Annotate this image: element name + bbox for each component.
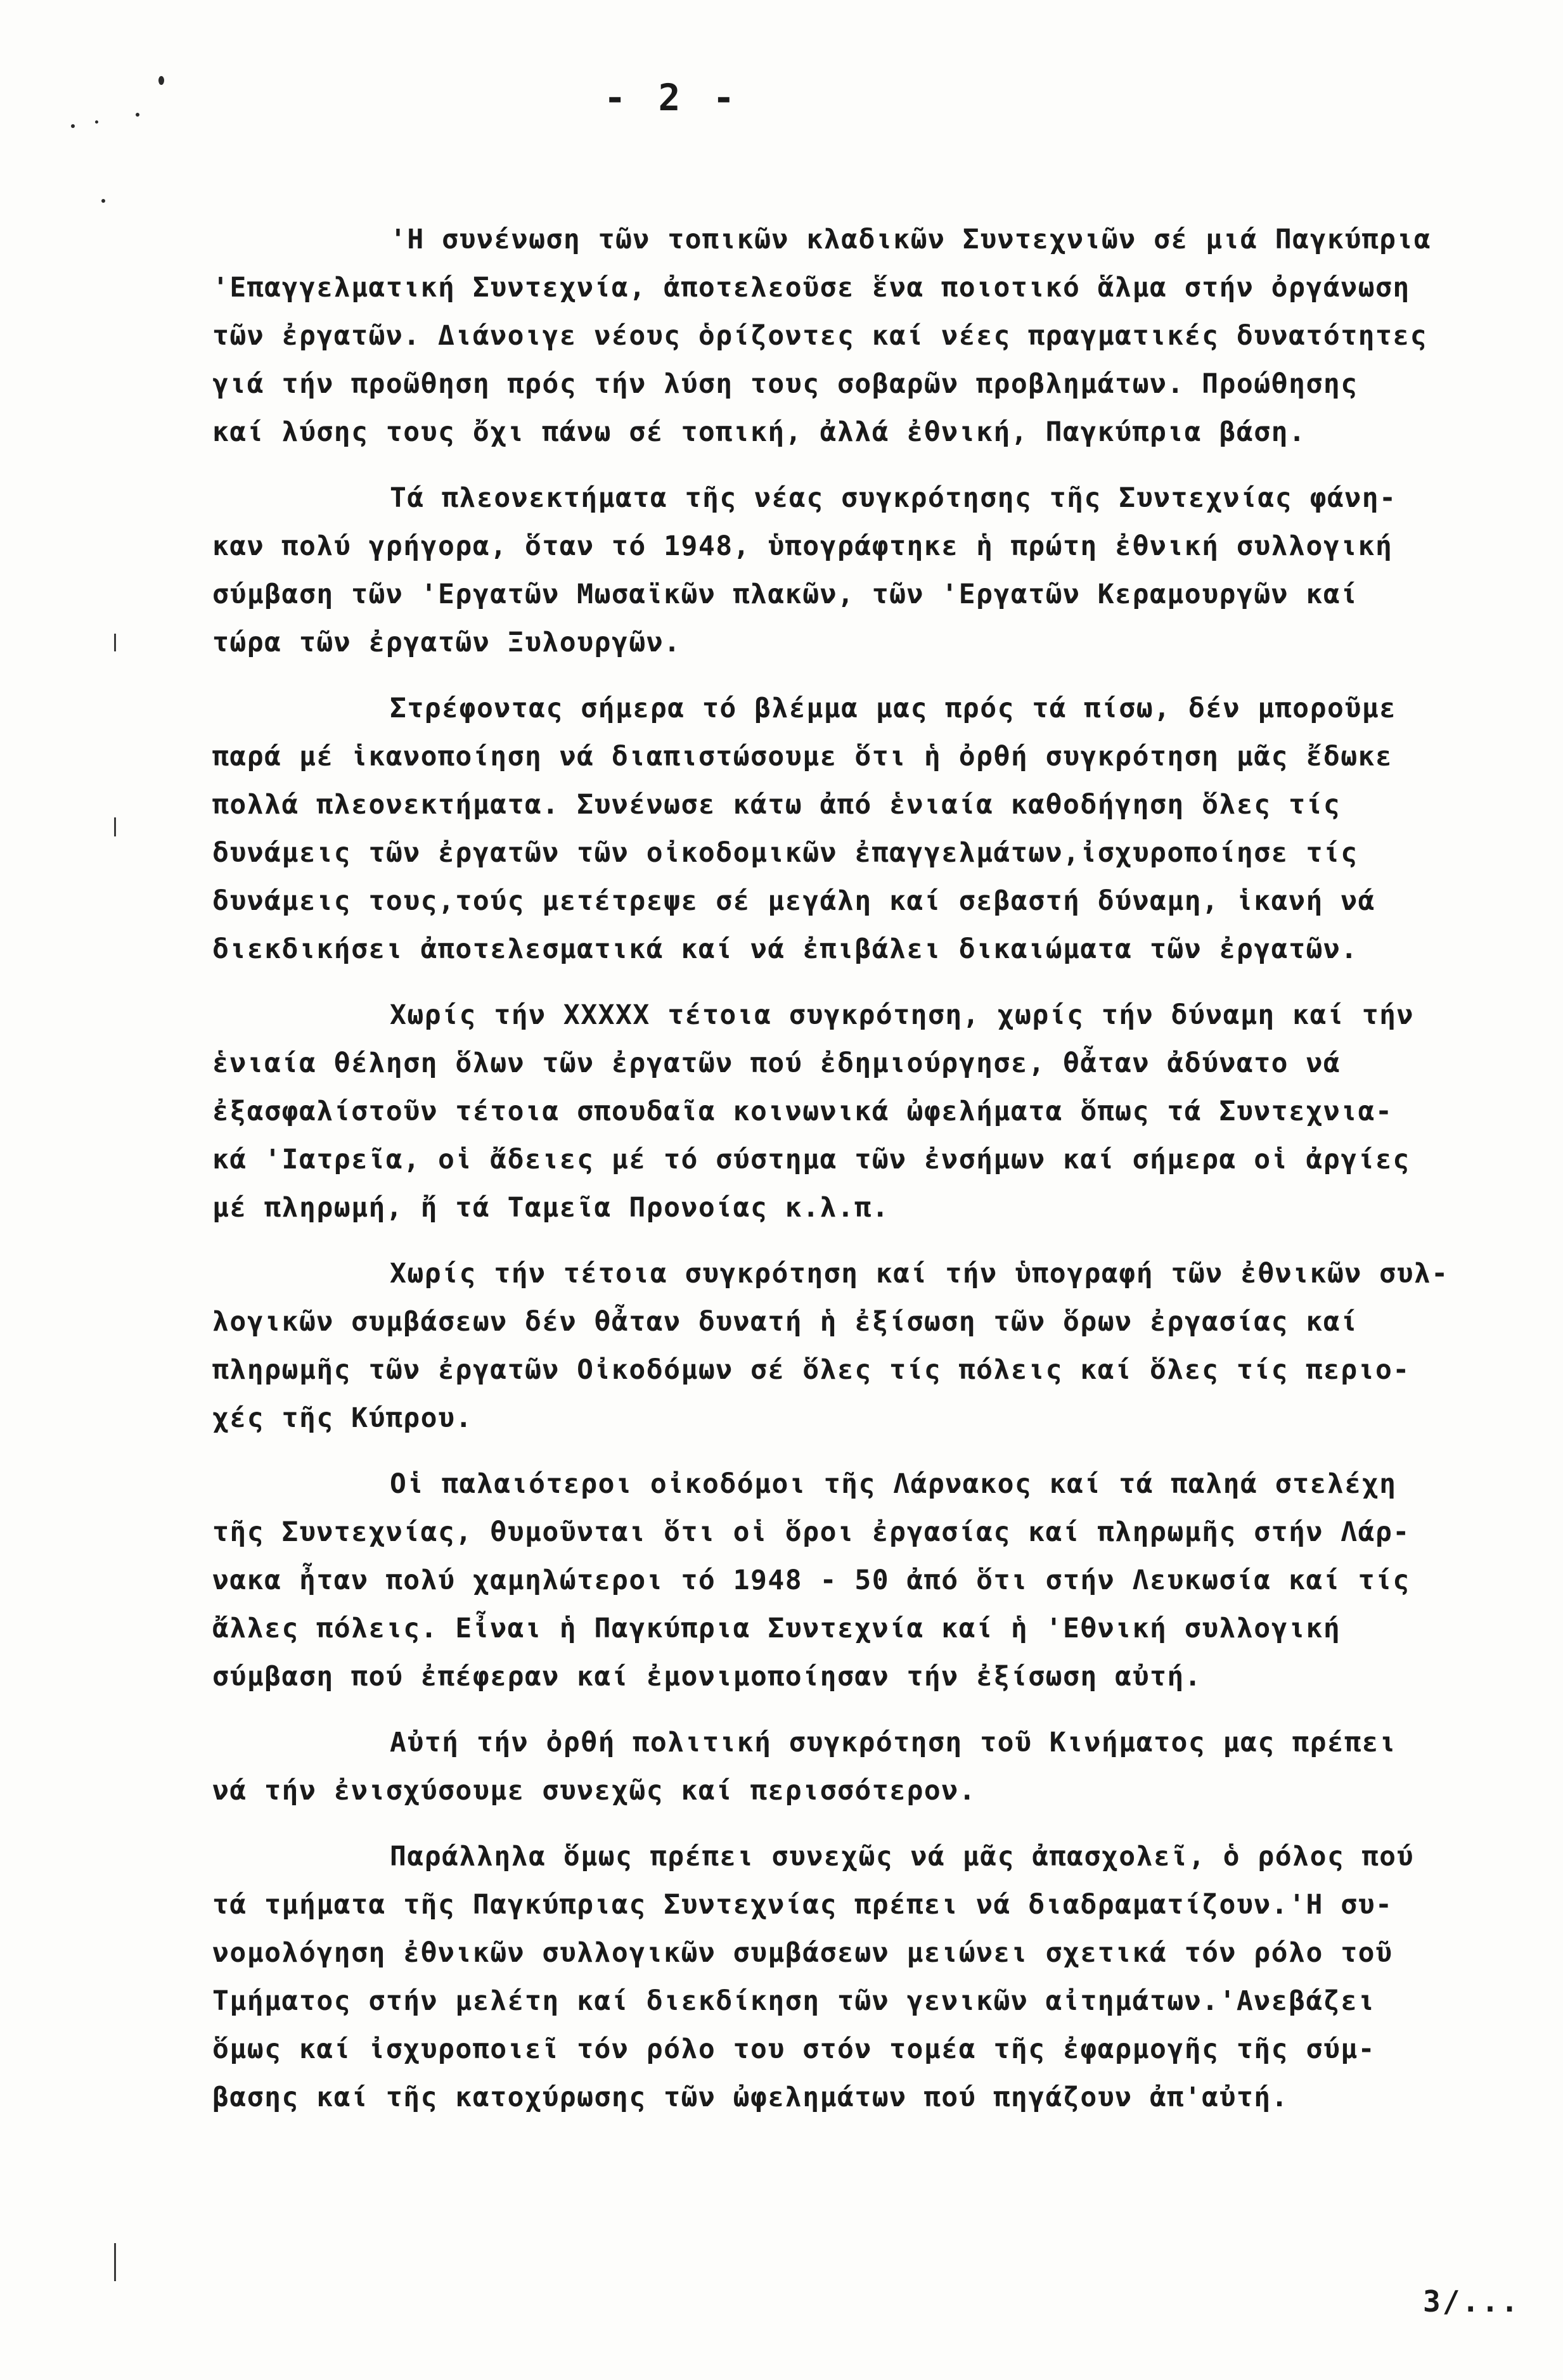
text-line: καν πολύ γρήγορα, ὅταν τό 1948, ὑπογράφτηκε ἡ πρώτη ἐθνική συλλογική: [212, 530, 1393, 562]
text-line: πληρωμῆς τῶν ἐργατῶν Οἰκοδόμων σέ ὅλες τίς πόλεις καί ὅλες τίς περιο-: [212, 1354, 1410, 1386]
paragraph-5: [212, 1250, 1550, 1442]
paragraph-7: [212, 1718, 1550, 1815]
text-line: σύμβαση τῶν 'Εργατῶν Μωσαϊκῶν πλακῶν, τῶν 'Εργατῶν Κεραμουργῶν καί: [212, 579, 1358, 610]
text-line: μέ πληρωμή, ἤ τά Ταμεῖα Προνοίας κ.λ.π.: [212, 1192, 890, 1224]
text-line: διεκδικήσει ἀποτελεσματικά καί νά ἐπιβάλει δικαιώματα τῶν ἐργατῶν.: [212, 933, 1358, 965]
paragraph-2: [212, 474, 1550, 667]
text-line: χές τῆς Κύπρου.: [212, 1402, 473, 1434]
scan-speck: [101, 199, 105, 203]
scan-speck: [95, 120, 98, 124]
continuation-marker: 3/...: [1423, 2284, 1521, 2319]
page-number: - 2 -: [603, 76, 740, 119]
text-line: δυνάμεις τους,τούς μετέτρεψε σέ μεγάλη καί σεβαστή δύναμη, ἱκανή νά: [212, 885, 1376, 917]
document-body: [212, 215, 1550, 2139]
text-line: πολλά πλεονεκτήματα. Συνένωσε κάτω ἀπό ἑνιαία καθοδήγηση ὅλες τίς: [212, 789, 1341, 821]
text-line: Χωρίς τήν τέτοια συγκρότηση καί τήν ὑπογραφή τῶν ἐθνικῶν συλ-: [390, 1258, 1449, 1289]
text-line: τῶν ἐργατῶν. Διάνοιγε νέους ὁρίζοντες καί νέες πραγματικές δυνατότητες: [212, 320, 1428, 352]
text-line: βασης καί τῆς κατοχύρωσης τῶν ὠφελημάτων πού πηγάζουν ἀπ'αὐτή.: [212, 2082, 1289, 2113]
scan-speck: [71, 124, 75, 128]
text-line: Αὐτή τήν ὀρθή πολιτική συγκρότηση τοῦ Κινήματος μας πρέπει: [390, 1727, 1397, 1758]
text-line: Παράλληλα ὅμως πρέπει συνεχῶς νά μᾶς ἀπασχολεῖ, ὁ ρόλος πού: [390, 1841, 1414, 1872]
text-line: 'Η συνένωση τῶν τοπικῶν κλαδικῶν Συντεχνιῶν σέ μιά Παγκύπρια: [390, 224, 1432, 255]
margin-mark: [114, 634, 116, 651]
text-line: Τμήματος στήν μελέτη καί διεκδίκηση τῶν γενικῶν αἰτημάτων.'Ανεβάζει: [212, 1985, 1376, 2017]
paragraph-8: [212, 1833, 1550, 2121]
text-line: Στρέφοντας σήμερα τό βλέμμα μας πρός τά πίσω, δέν μποροῦμε: [390, 693, 1397, 724]
text-line: νά τήν ἐνισχύσουμε συνεχῶς καί περισσότερον.: [212, 1775, 977, 1807]
text-line: ἄλλες πόλεις. Εἶναι ἡ Παγκύπρια Συντεχνία καί ἡ 'Εθνική συλλογική: [212, 1613, 1341, 1644]
text-line: νακα ἦταν πολύ χαμηλώτεροι τό 1948 - 50 ἀπό ὅτι στήν Λευκωσία καί τίς: [212, 1564, 1410, 1596]
paragraph-3: [212, 684, 1550, 973]
text-line: κά 'Ιατρεῖα, οἱ ἄδειες μέ τό σύστημα τῶν ἐνσήμων καί σήμερα οἱ ἀργίες: [212, 1144, 1410, 1175]
text-line: λογικῶν συμβάσεων δέν θἆταν δυνατή ἡ ἐξίσωση τῶν ὅρων ἐργασίας καί: [212, 1306, 1358, 1338]
text-line: σύμβαση πού ἐπέφεραν καί ἐμονιμοποίησαν τήν ἐξίσωση αὐτή.: [212, 1661, 1202, 1692]
text-line: τά τμήματα τῆς Παγκύπριας Συντεχνίας πρέπει νά διαδραματίζουν.'Η συ-: [212, 1889, 1393, 1921]
text-line: γιά τήν προῶθηση πρός τήν λύση τους σοβαρῶν προβλημάτων. Προώθησης: [212, 368, 1358, 400]
text-line: Τά πλεονεκτήματα τῆς νέας συγκρότησης τῆς Συντεχνίας φάνη-: [390, 482, 1397, 514]
paragraph-1: [212, 215, 1550, 456]
paragraph-6: [212, 1460, 1550, 1701]
paragraph-4: [212, 991, 1550, 1232]
text-line: Οἱ παλαιότεροι οἰκοδόμοι τῆς Λάρνακος καί τά παληά στελέχη: [390, 1468, 1397, 1500]
text-line: τῆς Συντεχνίας, θυμοῦνται ὅτι οἱ ὅροι ἐργασίας καί πληρωμῆς στήν Λάρ-: [212, 1516, 1410, 1548]
text-line: ἑνιαία θέληση ὅλων τῶν ἐργατῶν πού ἐδημιούργησε, θἆταν ἀδύνατο νά: [212, 1047, 1341, 1079]
text-line: ὅμως καί ἰσχυροποιεῖ τόν ρόλο του στόν τομέα τῆς ἐφαρμογῆς τῆς σύμ-: [212, 2033, 1376, 2065]
text-line: νομολόγηση ἐθνικῶν συλλογικῶν συμβάσεων μειώνει σχετικά τόν ρόλο τοῦ: [212, 1937, 1393, 1969]
text-line: δυνάμεις τῶν ἐργατῶν τῶν οἰκοδομικῶν ἐπαγγελμάτων,ἰσχυροποίησε τίς: [212, 837, 1358, 869]
text-line: τώρα τῶν ἐργατῶν Ξυλουργῶν.: [212, 627, 681, 658]
text-line: Χωρίς τήν XXXXX τέτοια συγκρότηση, χωρίς τήν δύναμη καί τήν: [390, 999, 1414, 1031]
text-line: ἐξασφαλίστοῦν τέτοια σπουδαῖα κοινωνικά ὠφελήματα ὅπως τά Συντεχνια-: [212, 1096, 1393, 1127]
margin-mark: [114, 2243, 116, 2281]
text-line: καί λύσης τους ὄχι πάνω σέ τοπική, ἀλλά ἐθνική, Παγκύπρια βάση.: [212, 416, 1306, 448]
text-line: 'Επαγγελματική Συντεχνία, ἀποτελεοῦσε ἕνα ποιοτικό ἅλμα στήν ὀργάνωση: [212, 272, 1410, 304]
text-line: παρά μέ ἱκανοποίηση νά διαπιστώσουμε ὅτι ἡ ὀρθή συγκρότηση μᾶς ἔδωκε: [212, 741, 1393, 772]
margin-mark: [114, 817, 116, 836]
